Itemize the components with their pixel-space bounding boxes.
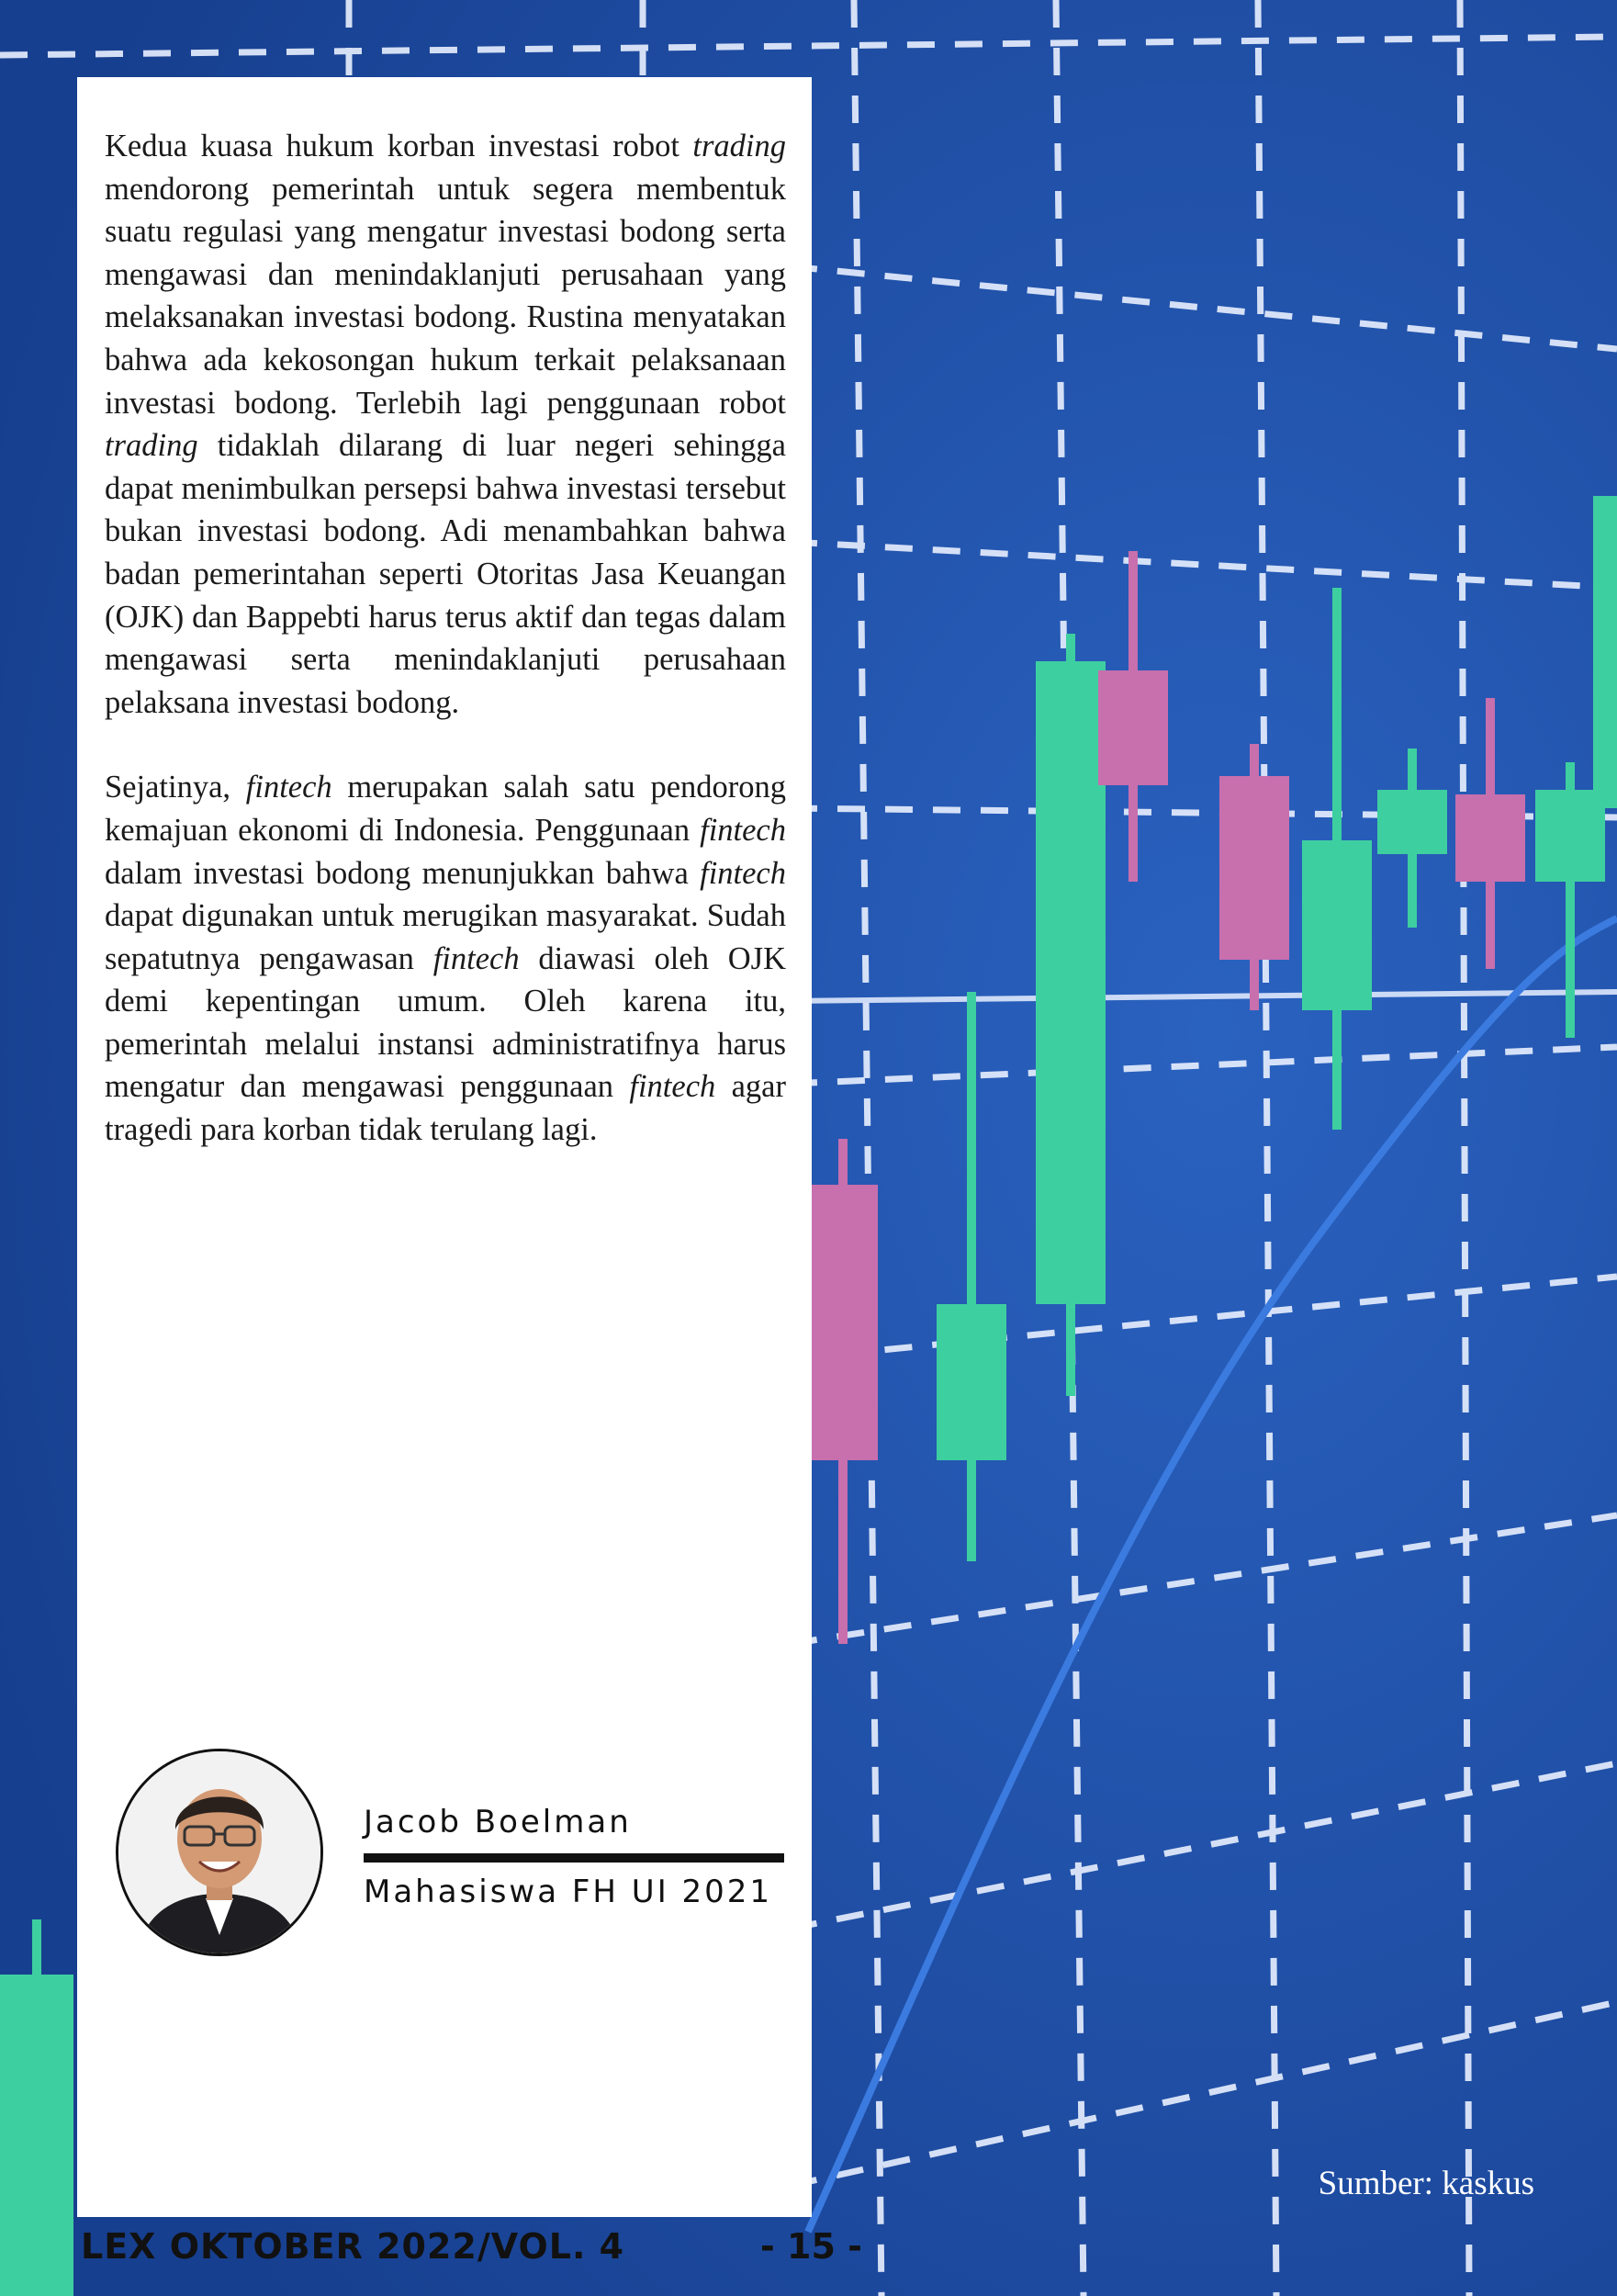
italic-term: fintech bbox=[700, 812, 786, 848]
text-run: agar tragedi para korban tidak terulang lagi. bbox=[105, 1069, 786, 1148]
footer-page-number: - 15 - bbox=[760, 2226, 862, 2267]
candle-body bbox=[1036, 661, 1106, 1304]
text-run: Kedua kuasa hukum korban investasi robot bbox=[105, 129, 693, 163]
image-credit: Sumber: kaskus bbox=[1318, 2165, 1534, 2202]
text-run: diawasi oleh OJK demi kepentingan umum. Oleh karena itu, pemerintah melalui instansi administratifnya harus mengatur dan mengawasi penggunaan bbox=[105, 940, 786, 1105]
candle-body bbox=[1377, 790, 1447, 854]
article-body bbox=[105, 125, 786, 1194]
italic-term: fintech bbox=[629, 1069, 716, 1105]
italic-term: fintech bbox=[432, 940, 520, 976]
author-name: Jacob Boelman bbox=[364, 1804, 632, 1840]
text-run: Sejatinya, bbox=[105, 770, 246, 805]
author-avatar bbox=[116, 1749, 323, 1956]
candle-body bbox=[1219, 776, 1289, 960]
candle-body bbox=[808, 1185, 878, 1460]
text-run: mendorong pemerintah untuk segera membentuk suatu regulasi yang mengatur investasi bodong serta mengawasi dan menindaklanjuti perusahaan yang melaksanakan investasi bodong. Rustina menyatakan bahwa ada kekosongan hukum terkait pelaksanaan investasi bodong. Terlebih lagi penggunaan robot bbox=[105, 171, 786, 421]
candle-body bbox=[1593, 496, 1617, 808]
article-paragraph bbox=[105, 766, 786, 1151]
candle-body bbox=[937, 1304, 1006, 1460]
text-run: tidaklah dilarang di luar negeri sehingga dapat menimbulkan persepsi bahwa investasi tersebut bukan investasi bodong. Adi menambahkan bahwa badan pemerintahan seperti Otoritas Jasa Keuangan (OJK) dan Bappebti harus terus aktif dan tegas dalam mengawasi serta menindaklanjuti perusahaan pelaksana investasi bodong. bbox=[105, 428, 786, 720]
article-paragraph bbox=[105, 125, 786, 724]
text-run: dalam investasi bodong menunjukkan bahwa bbox=[105, 855, 701, 891]
text-run: dapat digunakan untuk merugikan masyarakat. Sudah sepatutnya pengawasan bbox=[105, 898, 786, 976]
italic-term: fintech bbox=[700, 855, 786, 891]
author-role: Mahasiswa FH UI 2021 bbox=[364, 1874, 773, 1910]
candle-body bbox=[1302, 840, 1372, 1010]
author-divider bbox=[364, 1853, 784, 1863]
candle-body bbox=[1455, 794, 1525, 882]
italic-term: fintech bbox=[245, 770, 332, 805]
author-portrait-icon bbox=[118, 1751, 320, 1953]
footer-issue: LEX OKTOBER 2022/VOL. 4 bbox=[81, 2226, 625, 2267]
text-run: merupakan salah satu pendorong kemajuan ekonomi di Indonesia. Penggunaan bbox=[105, 770, 786, 848]
candle-body bbox=[1098, 670, 1168, 785]
italic-term: trading bbox=[692, 129, 786, 163]
italic-term: trading bbox=[105, 428, 198, 464]
